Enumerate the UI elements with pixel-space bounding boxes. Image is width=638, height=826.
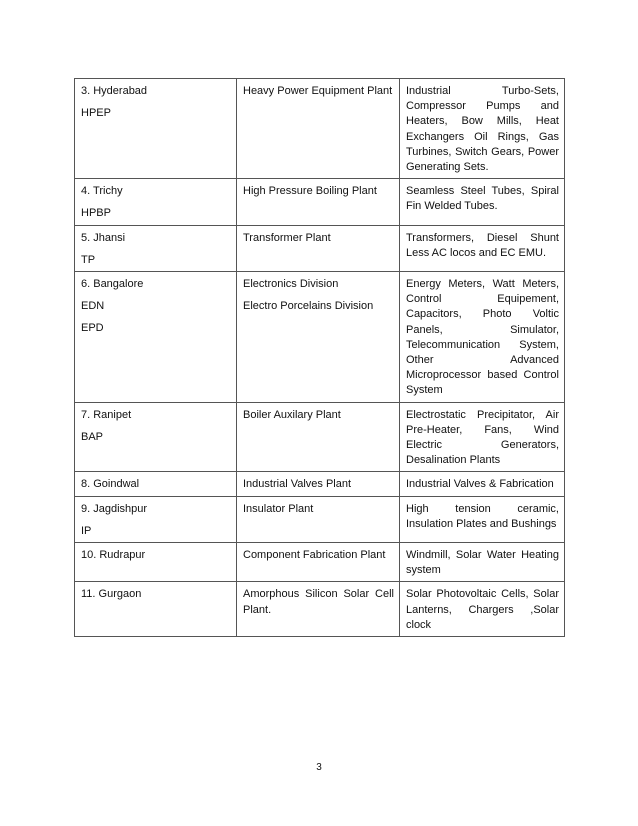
unit-name: Component Fabrication Plant <box>243 549 386 562</box>
unit-name: Electronics Division <box>243 278 339 291</box>
unit-cell <box>237 496 400 542</box>
unit-name: Insulator Plant <box>243 502 314 515</box>
products-cell: Industrial Valves & Fabrication <box>400 472 565 496</box>
unit-code: HPEP <box>81 107 111 120</box>
unit-code: BAP <box>81 430 104 443</box>
location-name: 5. Jhansi <box>81 231 126 244</box>
location-cell <box>75 79 237 179</box>
location-name: 4. Trichy <box>81 185 123 198</box>
unit-name: Industrial Valves Plant <box>243 478 352 491</box>
unit-name: Amorphous Silicon Solar Cell Plant. <box>243 588 394 616</box>
table-row <box>75 272 565 403</box>
location-name: 11. Gurgaon <box>81 588 142 601</box>
unit-cell <box>237 179 400 225</box>
unit-cell <box>237 582 400 637</box>
location-cell <box>75 496 237 542</box>
unit-name: Transformer Plant <box>243 231 331 244</box>
unit-code: TP <box>81 253 96 266</box>
unit-cell <box>237 472 400 496</box>
products-cell: Transformers, Diesel Shunt Less AC locos and EC EMU. <box>400 225 565 271</box>
products-cell: Windmill, Solar Water Heating system <box>400 543 565 582</box>
location-name: 8. Goindwal <box>81 478 140 491</box>
unit-name: Boiler Auxilary Plant <box>243 408 341 421</box>
table-row <box>75 496 565 542</box>
page-number: 3 <box>316 762 322 773</box>
location-cell <box>75 543 237 582</box>
location-cell <box>75 225 237 271</box>
unit-name: Electro Porcelains Division <box>243 300 374 313</box>
location-name: 3. Hyderabad <box>81 85 148 97</box>
table-row <box>75 543 565 582</box>
unit-code: EDN <box>81 300 105 313</box>
table-row <box>75 79 565 179</box>
location-name: 7. Ranipet <box>81 408 132 421</box>
table-row <box>75 582 565 637</box>
plants-table-body <box>75 79 565 637</box>
products-cell: Energy Meters, Watt Meters, Control Equipement, Capacitors, Photo Voltic Panels, Simulator, Telecommunication System, Other Advanced Microprocessor based Control System <box>400 272 565 403</box>
location-name: 10. Rudrapur <box>81 549 146 562</box>
unit-code: HPBP <box>81 207 111 220</box>
location-name: 9. Jagdishpur <box>81 502 148 515</box>
unit-name: Heavy Power Equipment Plant <box>243 85 393 97</box>
products-cell: Electrostatic Precipitator, Air Pre-Heater, Fans, Wind Electric Generators, Desalination Plants <box>400 402 565 472</box>
location-cell <box>75 179 237 225</box>
unit-cell <box>237 225 400 271</box>
unit-cell <box>237 272 400 403</box>
unit-code: EPD <box>81 322 104 335</box>
location-cell <box>75 272 237 403</box>
location-cell <box>75 402 237 472</box>
table-row <box>75 179 565 225</box>
table-row <box>75 225 565 271</box>
table-row <box>75 472 565 496</box>
unit-cell <box>237 543 400 582</box>
products-cell: Solar Photovoltaic Cells, Solar Lanterns, Chargers ,Solar clock <box>400 582 565 637</box>
table-row <box>75 402 565 472</box>
products-cell: High tension ceramic, Insulation Plates and Bushings <box>400 496 565 542</box>
products-cell: Industrial Turbo-Sets, Compressor Pumps and Heaters, Bow Mills, Heat Exchangers Oil Rings, Gas Turbines, Switch Gears, Power Generating Sets. <box>400 79 565 179</box>
unit-cell <box>237 79 400 179</box>
products-cell: Seamless Steel Tubes, Spiral Fin Welded Tubes. <box>400 179 565 225</box>
location-name: 6. Bangalore <box>81 278 144 291</box>
location-cell <box>75 472 237 496</box>
unit-code: IP <box>81 524 92 537</box>
unit-name: High Pressure Boiling Plant <box>243 185 377 198</box>
unit-cell <box>237 402 400 472</box>
location-cell <box>75 582 237 637</box>
plants-table <box>74 78 565 637</box>
